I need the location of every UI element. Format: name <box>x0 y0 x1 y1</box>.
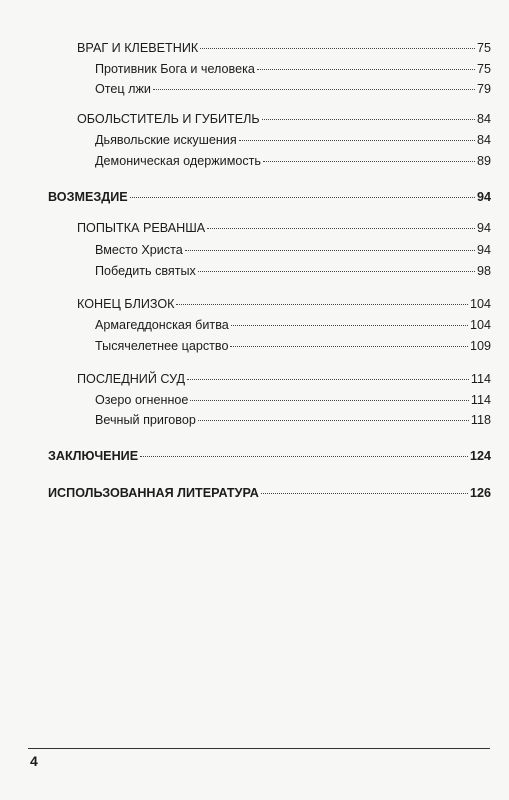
toc-entry-page: 114 <box>470 393 491 407</box>
toc-entry-title: КОНЕЦ БЛИЗОК <box>77 297 175 311</box>
toc-leader-dots <box>231 325 468 326</box>
toc-entry-title: Отец лжи <box>95 82 151 96</box>
toc-leader-dots <box>262 119 475 120</box>
toc-entry-title: Противник Бога и человека <box>95 62 255 76</box>
toc-entry-page: 84 <box>476 133 491 147</box>
toc-entry-title: ИСПОЛЬЗОВАННАЯ ЛИТЕРАТУРА <box>48 486 259 500</box>
toc-entry-title: ПОПЫТКА РЕВАНША <box>77 221 206 235</box>
toc-entry-title: ВРАГ И КЛЕВЕТНИК <box>77 41 199 55</box>
toc-entry-title: Армагеддонская битва <box>95 318 229 332</box>
toc-entry[interactable] <box>77 220 491 236</box>
toc-entry-title: ЗАКЛЮЧЕНИЕ <box>48 449 139 463</box>
toc-leader-dots <box>230 346 468 347</box>
toc-entry-page: 126 <box>469 486 491 500</box>
toc-entry-page: 84 <box>476 112 491 126</box>
page-number: 4 <box>30 753 38 769</box>
toc-entry[interactable] <box>95 81 491 97</box>
toc-entry-title: Демоническая одержимость <box>95 154 261 168</box>
toc-entry[interactable] <box>95 392 491 408</box>
toc-entry-title: Победить святых <box>95 264 196 278</box>
toc-entry-page: 75 <box>476 62 491 76</box>
toc-leader-dots <box>261 493 468 494</box>
toc-entry-page: 79 <box>476 82 491 96</box>
toc-leader-dots <box>130 197 475 198</box>
toc-entry-title: ВОЗМЕЗДИЕ <box>48 190 128 204</box>
toc-entry[interactable] <box>48 448 491 464</box>
toc-leader-dots <box>190 400 469 401</box>
toc-leader-dots <box>200 48 475 49</box>
toc-leader-dots <box>257 69 475 70</box>
toc-leader-dots <box>140 456 468 457</box>
toc-entry-page: 114 <box>470 372 491 386</box>
toc-entry-title: Вечный приговор <box>95 413 196 427</box>
toc-entry-page: 104 <box>469 297 491 311</box>
toc-leader-dots <box>153 89 475 90</box>
toc-entry[interactable] <box>95 242 491 258</box>
footer-rule <box>28 748 490 749</box>
toc-entry-page: 94 <box>476 243 491 257</box>
toc-entry-title: Тысячелетнее царство <box>95 339 229 353</box>
toc-leader-dots <box>176 304 468 305</box>
toc-entry-page: 109 <box>469 339 491 353</box>
toc-entry-page: 94 <box>476 190 491 204</box>
toc-entry-title: ОБОЛЬСТИТЕЛЬ И ГУБИТЕЛЬ <box>77 112 260 126</box>
toc-entry-page: 98 <box>476 264 491 278</box>
toc-entry-page: 118 <box>470 413 491 427</box>
toc-entry-title: Озеро огненное <box>95 393 189 407</box>
toc-leader-dots <box>207 228 475 229</box>
toc-entry-title: Вместо Христа <box>95 243 183 257</box>
toc-entry[interactable] <box>77 296 491 312</box>
toc-leader-dots <box>185 250 475 251</box>
toc-entry-page: 124 <box>469 449 491 463</box>
toc-entry-title: ПОСЛЕДНИЙ СУД <box>77 372 186 386</box>
toc-entry[interactable] <box>95 317 491 333</box>
toc-entry[interactable] <box>77 40 491 56</box>
toc-leader-dots <box>239 140 475 141</box>
toc-entry-page: 104 <box>469 318 491 332</box>
toc-entry-page: 89 <box>476 154 491 168</box>
toc-entry[interactable] <box>95 338 491 354</box>
toc-leader-dots <box>263 161 475 162</box>
toc-entry[interactable] <box>77 111 491 127</box>
toc-entry-page: 94 <box>476 221 491 235</box>
toc-entry[interactable] <box>95 263 491 279</box>
toc-entry-title: Дьявольские искушения <box>95 133 237 147</box>
toc-entry-page: 75 <box>476 41 491 55</box>
toc-entry[interactable] <box>95 61 491 77</box>
toc-entry[interactable] <box>95 153 491 169</box>
toc-leader-dots <box>198 271 475 272</box>
toc-entry[interactable] <box>95 412 491 428</box>
toc-entry[interactable] <box>48 189 491 205</box>
toc-entry[interactable] <box>95 132 491 148</box>
toc-leader-dots <box>187 379 469 380</box>
toc-leader-dots <box>198 420 469 421</box>
toc-entry[interactable] <box>48 485 491 501</box>
toc-entry[interactable] <box>77 371 491 387</box>
